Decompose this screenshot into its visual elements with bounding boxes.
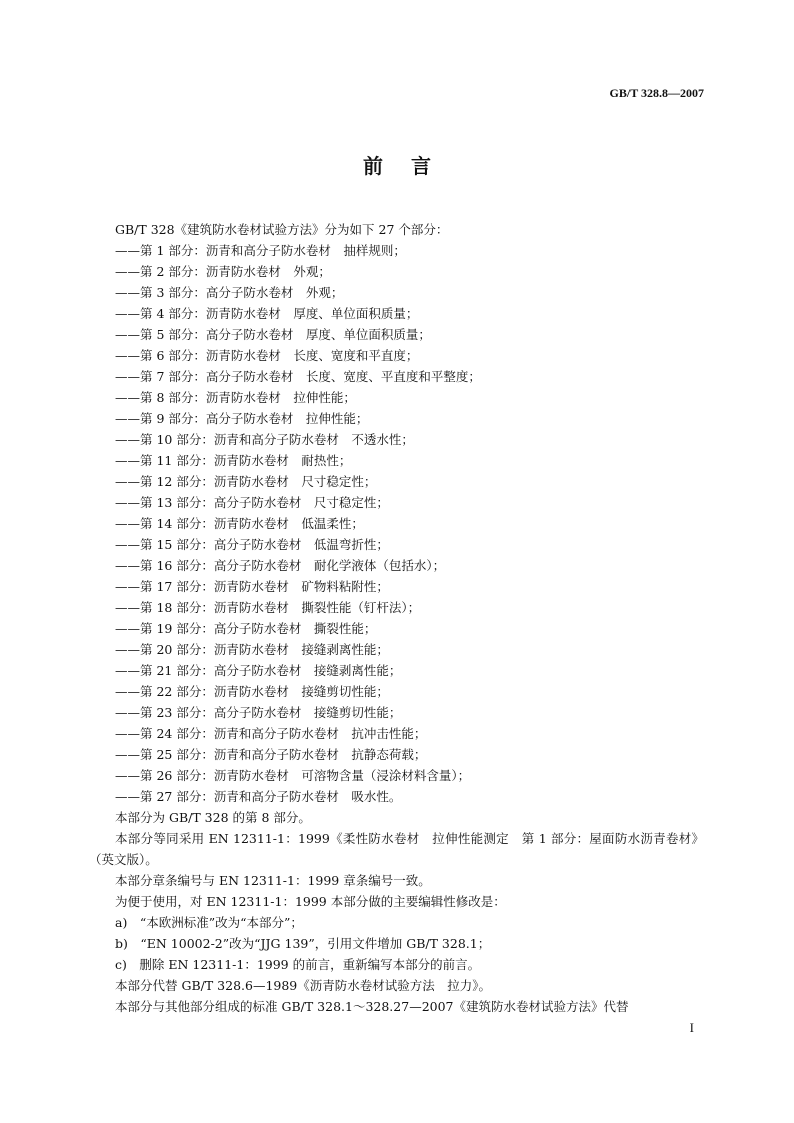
- list-item: ——第 26 部分：沥青防水卷材 可溶物含量（浸涂材料含量）；: [115, 768, 471, 783]
- list-item: ——第 14 部分：沥青防水卷材 低温柔性；: [115, 516, 364, 531]
- list-item: ——第 9 部分：高分子防水卷材 拉伸性能；: [115, 411, 369, 426]
- list-item: ——第 19 部分：高分子防水卷材 撕裂性能；: [115, 621, 377, 636]
- list-item: ——第 13 部分：高分子防水卷材 尺寸稳定性；: [115, 495, 389, 510]
- list-item: ——第 4 部分：沥青防水卷材 厚度、单位面积质量；: [115, 306, 419, 321]
- intro-paragraph: GB/T 328《建筑防水卷材试验方法》分为如下 27 个部分：: [115, 222, 449, 237]
- list-item: ——第 8 部分：沥青防水卷材 拉伸性能；: [115, 390, 356, 405]
- list-item: ——第 17 部分：沥青防水卷材 矿物料粘附性；: [115, 579, 389, 594]
- paragraph: 本部分为 GB/T 328 的第 8 部分。: [115, 810, 311, 825]
- page-title: 前言: [363, 154, 459, 178]
- list-item: ——第 22 部分：沥青防水卷材 接缝剪切性能；: [115, 684, 389, 699]
- list-item: a) “本欧洲标准”改为“本部分”；: [115, 915, 303, 930]
- list-item: ——第 10 部分：沥青和高分子防水卷材 不透水性；: [115, 432, 414, 447]
- list-item: ——第 7 部分：高分子防水卷材 长度、宽度、平直度和平整度；: [115, 369, 481, 384]
- list-item: ——第 23 部分：高分子防水卷材 接缝剪切性能；: [115, 705, 402, 720]
- list-item: b) “EN 10002-2”改为“JJG 139”，引用文件增加 GB/T 328.1；: [115, 936, 491, 951]
- list-item: ——第 24 部分：沥青和高分子防水卷材 抗冲击性能；: [115, 726, 427, 741]
- list-item: ——第 18 部分：沥青防水卷材 撕裂性能（钉杆法）；: [115, 600, 421, 615]
- list-item: ——第 27 部分：沥青和高分子防水卷材 吸水性。: [115, 789, 402, 804]
- list-item: ——第 15 部分：高分子防水卷材 低温弯折性；: [115, 537, 389, 552]
- list-item: ——第 2 部分：沥青防水卷材 外观；: [115, 264, 331, 279]
- paragraph: 本部分与其他部分组成的标准 GB/T 328.1～328.27—2007《建筑防水卷材试验方法》代替: [115, 999, 629, 1014]
- paragraph: 本部分章条编号与 EN 12311-1：1999 章条编号一致。: [115, 873, 431, 888]
- list-item: ——第 6 部分：沥青防水卷材 长度、宽度和平直度；: [115, 348, 419, 363]
- standard-code: GB/T 328.8—2007: [609, 86, 704, 100]
- list-item: c) 删除 EN 12311-1：1999 的前言，重新编写本部分的前言。: [115, 957, 481, 972]
- list-item: ——第 5 部分：高分子防水卷材 厚度、单位面积质量；: [115, 327, 431, 342]
- edits-list: [89, 912, 704, 975]
- list-item: ——第 12 部分：沥青防水卷材 尺寸稳定性；: [115, 474, 377, 489]
- list-item: ——第 16 部分：高分子防水卷材 耐化学液体（包括水）；: [115, 558, 446, 573]
- list-item: ——第 25 部分：沥青和高分子防水卷材 抗静态荷载；: [115, 747, 427, 762]
- document-body: [89, 219, 704, 1017]
- list-item: ——第 1 部分：沥青和高分子防水卷材 抽样规则；: [115, 243, 406, 258]
- paragraph: 本部分等同采用 EN 12311-1：1999《柔性防水卷材 拉伸性能测定 第 1 部分：屋面防水沥青卷材》（英文版）。: [89, 831, 704, 867]
- paragraph: 本部分代替 GB/T 328.6—1989《沥青防水卷材试验方法 拉力》。: [115, 978, 492, 993]
- paragraph: 为便于使用，对 EN 12311-1：1999 本部分做的主要编辑性修改是：: [115, 894, 506, 909]
- parts-list: [89, 240, 704, 807]
- list-item: ——第 11 部分：沥青防水卷材 耐热性；: [115, 453, 352, 468]
- page-number: I: [689, 1020, 694, 1035]
- list-item: ——第 20 部分：沥青防水卷材 接缝剥离性能；: [115, 642, 389, 657]
- list-item: ——第 21 部分：高分子防水卷材 接缝剥离性能；: [115, 663, 402, 678]
- list-item: ——第 3 部分：高分子防水卷材 外观；: [115, 285, 344, 300]
